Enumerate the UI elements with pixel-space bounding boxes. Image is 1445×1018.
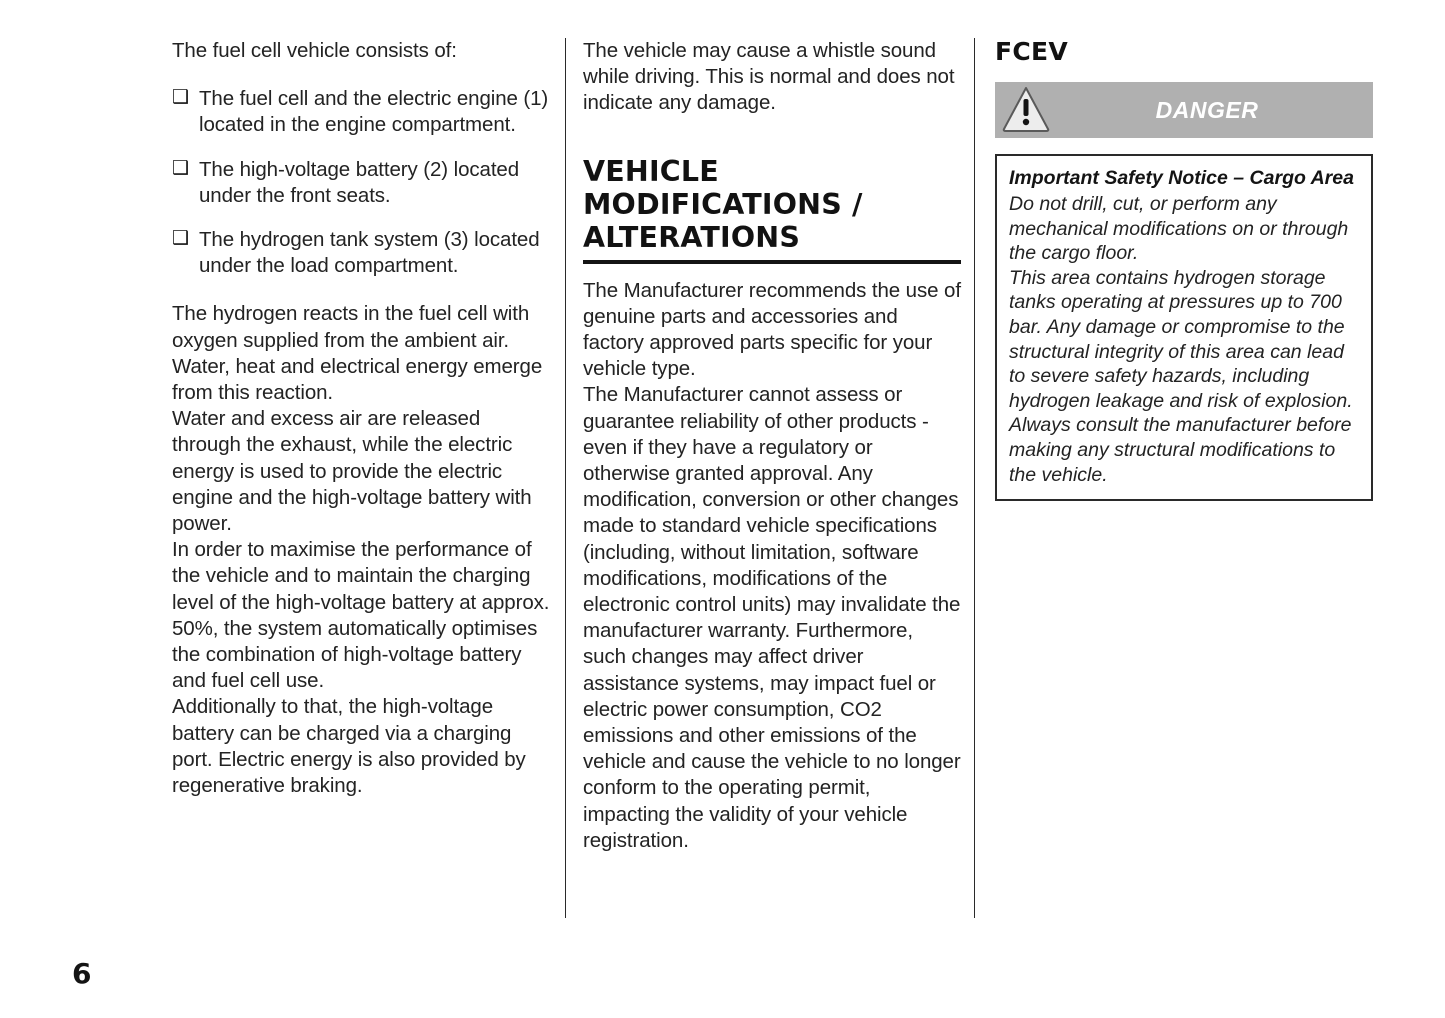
danger-banner: [995, 82, 1373, 138]
body-paragraph: The hydrogen reacts in the fuel cell with oxygen supplied from the ambient air. Water, heat and electrical energy emerge from this reaction.: [172, 302, 543, 405]
danger-label: DANGER: [1155, 96, 1259, 123]
safety-notice-paragraph: This area contains hydrogen storage tanks operating at pressures up to 700 bar. Any damage or compromise to the structural integrity of this area can lead to severe safety hazards, including hydrogen leakage and risk of explosion.: [1009, 266, 1353, 412]
list-item-text: The high-voltage battery (2) located under the front seats.: [199, 157, 520, 207]
page-number: 6: [72, 957, 92, 990]
heading-rule: [583, 260, 961, 264]
safety-notice-box: [995, 154, 1373, 501]
whistle-sound-paragraph: The vehicle may cause a whistle sound while driving. This is normal and does not indicate any damage.: [583, 39, 955, 115]
column-divider-right: [974, 38, 975, 918]
column-one: [172, 38, 550, 799]
column-divider-left: [565, 38, 566, 918]
section-title: VEHICLE MODIFICATIONS / ALTERATIONS: [583, 154, 863, 254]
body-paragraph: In order to maximise the performance of the vehicle and to maintain the charging level of the high-voltage battery at approx. 50%, the system automatically optimises the combination of high-voltage battery and fuel cell use.: [172, 538, 550, 693]
column-two: [583, 38, 961, 854]
list-item: [172, 227, 550, 279]
square-bullet-icon: ❑: [172, 157, 189, 179]
list-item: [172, 86, 550, 138]
safety-notice-paragraph: Do not drill, cut, or perform any mechanical modifications on or through the cargo floor.: [1009, 193, 1349, 265]
warning-triangle-icon: [1001, 85, 1051, 133]
intro-paragraph: The fuel cell vehicle consists of:: [172, 39, 457, 62]
body-paragraph: Water and excess air are released through the exhaust, while the electric energy is used to provide the electric engine and the high-voltage battery with power.: [172, 407, 532, 536]
list-item-text: The hydrogen tank system (3) located under the load compartment.: [199, 228, 540, 278]
list-item-text: The fuel cell and the electric engine (1) located in the engine compartment.: [199, 87, 549, 137]
safety-notice-paragraph: Always consult the manufacturer before making any structural modifications to the vehicle.: [1009, 414, 1352, 486]
square-bullet-icon: ❑: [172, 228, 189, 250]
square-bullet-icon: ❑: [172, 87, 189, 109]
page-title: FCEV: [995, 37, 1069, 66]
body-paragraph: Additionally to that, the high-voltage battery can be charged via a charging port. Electric energy is also provided by regenerative braking.: [172, 695, 526, 798]
body-paragraph: The Manufacturer recommends the use of genuine parts and accessories and factory approved parts specific for your vehicle type.: [583, 278, 961, 381]
list-item: [172, 157, 550, 209]
column-three: [995, 38, 1373, 501]
body-paragraph: The Manufacturer cannot assess or guarantee reliability of other products - even if they have a regulatory or otherwise granted approval. Any modification, conversion or other changes made to standard vehicle specifications (including, without limitation, software modifications, modifications of the electronic control units) may invalidate the manufacturer warranty. Furthermore, such changes may affect driver assistance systems, may impact fuel or electric power consumption, CO2 emissions and other emissions of the vehicle and cause the vehicle to no longer conform to the operating permit, impacting the validity of your vehicle registration.: [583, 383, 961, 852]
component-bullet-list: [172, 86, 550, 279]
safety-notice-title: Important Safety Notice – Cargo Area: [1009, 167, 1354, 189]
